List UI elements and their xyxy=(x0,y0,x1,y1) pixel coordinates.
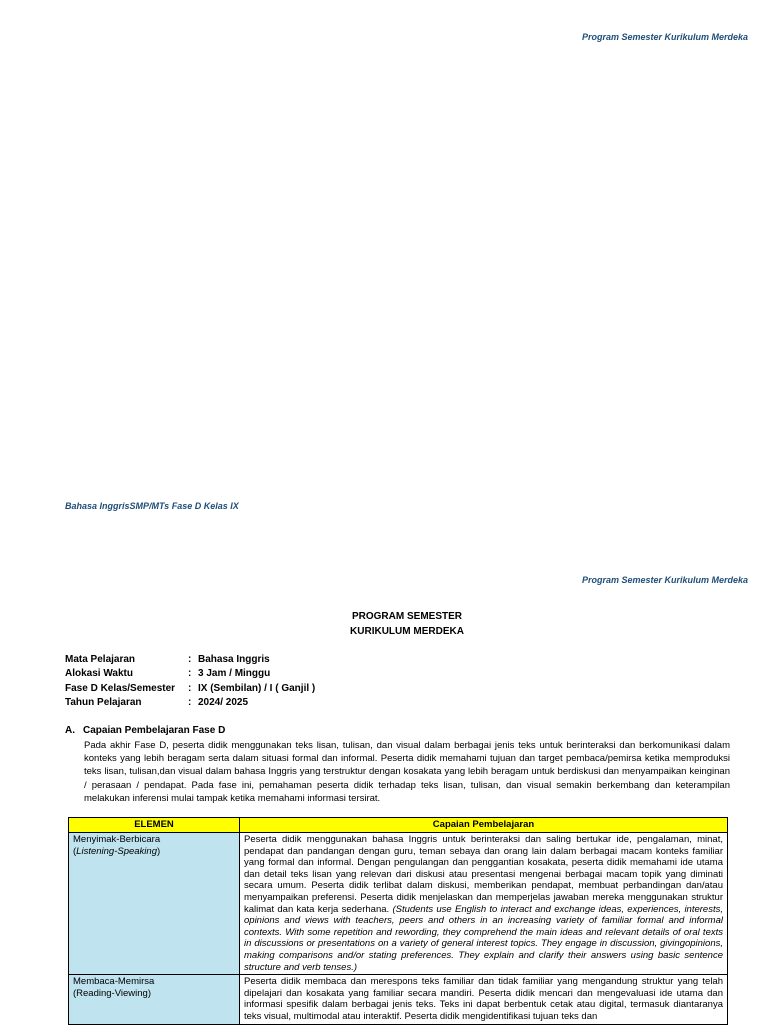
info-colon: : xyxy=(188,682,192,694)
element-cell xyxy=(69,833,240,975)
header-outcome: Capaian Pembelajaran xyxy=(240,818,728,833)
info-row-year xyxy=(65,696,315,710)
table-row xyxy=(69,975,728,1024)
section-title: Capaian Pembelajaran Fase D xyxy=(83,725,226,736)
info-value: IX (Sembilan) / I ( Ganjil ) xyxy=(198,682,316,694)
element-cell xyxy=(69,975,240,1024)
table-row xyxy=(69,833,728,975)
header-element: ELEMEN xyxy=(69,818,240,833)
info-label: Fase D Kelas/Semester xyxy=(65,682,176,694)
element-english: (Reading-Viewing) xyxy=(73,987,151,999)
outcome-text: Peserta didik menggunakan bahasa Inggris untuk berinteraksi dan saling bertukar ide, pengalaman, minat, pendapat dan pandangan dengan guru, teman sebaya dan orang lain dalam berbagai macam konteks familiar yang formal dan informal. Dengan pengulangan dan penggantian kosakata, peserta didik memahami ide utama dan detail teks lisan yang relevan dari diskusi atau presentasi mengenai berbagai macam topik yang diminati secara umum. Peserta didik terlibat dalam diskusi, memberikan pendapat, membuat perbandingan dan/atau menyampaikan preferensi. Peserta didik menjelaskan dan memperjelas jawaban mereka menggunakan struktur kalimat dan kata kerja sederhana. xyxy=(244,834,723,915)
info-value: Bahasa Inggris xyxy=(198,654,270,665)
info-colon: : xyxy=(188,668,192,680)
running-header-page2: Program Semester Kurikulum Merdeka xyxy=(581,575,748,585)
table-header-row xyxy=(69,818,728,833)
info-value: 3 Jam / Minggu xyxy=(198,668,271,680)
section-number: A. xyxy=(65,725,75,736)
info-row-time xyxy=(65,667,315,681)
info-colon: : xyxy=(188,654,192,665)
element-paren-open: ( xyxy=(73,845,77,857)
info-label: Alokasi Waktu xyxy=(65,668,133,680)
element-name: Membaca-Memirsa xyxy=(73,976,155,988)
section-a-heading xyxy=(65,725,225,736)
outcome-cell xyxy=(240,975,728,1024)
element-english: Listening-Speaking xyxy=(76,845,157,857)
document-subtitle: KURIKULUM MERDEKA xyxy=(350,626,464,637)
info-colon: : xyxy=(188,696,192,708)
info-label: Tahun Pelajaran xyxy=(65,696,142,708)
outcome-text: Peserta didik membaca dan merespons teks familiar dan tidak familiar yang mengandung struktur yang telah dipelajari dan kosakata yang familiar secara mandiri. Peserta didik mencari dan mengevaluasi ide utama dan informasi spesifik dalam berbagai jenis teks. Teks ini dapat berbentuk cetak atau digital, termasuk diantaranya teks visual, multimodal atau interaktif. Peserta didik mengidentifikasi tujuan teks dan xyxy=(244,976,723,1022)
running-header-top: Program Semester Kurikulum Merdeka xyxy=(581,32,748,42)
outcome-english-text: (Students use English to interact and exchange ideas, experiences, interests, opinions and views with teachers, peers and others in an increasing variety of familiar formal and informal contexts. With some repetition and rewording, they comprehend the main ideas and relevant details of oral texts in discussions or presentations on a variety of general interest topics. They engage in discussion, givingopinions, making comparisons and/or stating preferences. They explain and clarify their answers using basic sentence structure and verb tenses.) xyxy=(244,903,723,973)
learning-outcomes-table xyxy=(68,817,728,1025)
element-paren-close: ) xyxy=(156,845,161,857)
element-name: Menyimak-Berbicara xyxy=(73,834,161,845)
running-footer: Bahasa InggrisSMP/MTs Fase D Kelas IX xyxy=(65,501,239,511)
document-title: PROGRAM SEMESTER xyxy=(351,611,462,622)
info-value: 2024/ 2025 xyxy=(198,696,249,708)
info-label: Mata Pelajaran xyxy=(65,654,136,665)
info-row-subject xyxy=(65,653,315,667)
outcome-cell xyxy=(240,833,728,975)
info-row-class xyxy=(65,682,315,696)
subject-info-table xyxy=(65,653,315,710)
section-a-paragraph: Pada akhir Fase D, peserta didik menggunakan teks lisan, tulisan, dan visual dalam berbagai jenis teks untuk berinteraksi dan berkomunikasi dalam konteks yang lebih beragam serta dalam situasi formal dan informal. Peserta didik memahami tujuan dan target pembaca/pemirsa ketika memproduksi teks lisan, tulisan,dan visual dalam bahasa Inggris yang terstruktur dengan kosakata yang lebih beragam untuk berdiskusi dan menyampaikan keinginan / perasaan / pendapat. Pada fase ini, pemahaman peserta didik terhadap teks lisan, tulisan, dan visual semakin berkembang dan keterampilan melakukan inferensi mulai tampak ketika memahami informasi tersirat. xyxy=(84,740,730,804)
